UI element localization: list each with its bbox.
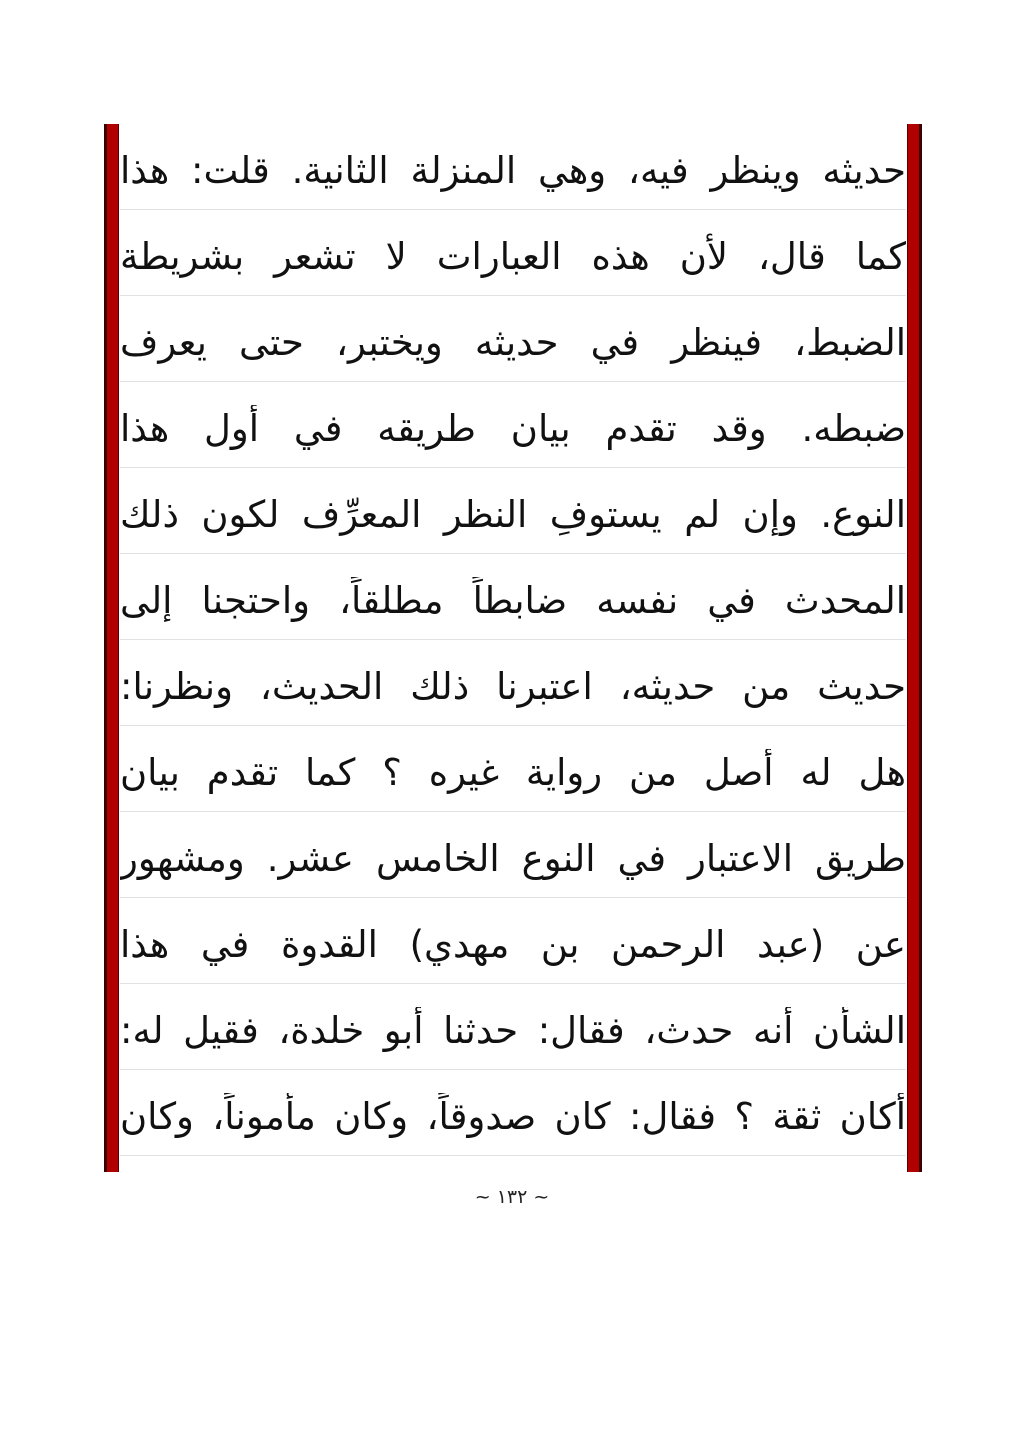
text-line bbox=[120, 382, 906, 468]
text-line bbox=[120, 468, 906, 554]
text-line bbox=[120, 984, 906, 1070]
right-border bbox=[907, 124, 922, 1172]
text-line bbox=[120, 124, 906, 210]
text-line-content: عن (عبد الرحمن بن مهدي) القدوة في هذا bbox=[120, 923, 906, 966]
text-line bbox=[120, 1070, 906, 1156]
text-line bbox=[120, 812, 906, 898]
text-line-content: النوع. وإن لم يستوفِ النظر المعرِّف لكون ذلك bbox=[120, 493, 906, 536]
text-line-content: طريق الاعتبار في النوع الخامس عشر. ومشهور bbox=[120, 837, 906, 880]
text-line-content: حديثه وينظر فيه، وهي المنزلة الثانية. قلت: هذا bbox=[120, 149, 906, 192]
text-line-content: ضبطه. وقد تقدم بيان طريقه في أول هذا bbox=[120, 407, 906, 450]
text-line bbox=[120, 554, 906, 640]
page-number: ~ ١٣٢ ~ bbox=[474, 1186, 550, 1208]
page-frame bbox=[104, 124, 922, 1172]
left-border bbox=[104, 124, 119, 1172]
text-line-content: المحدث في نفسه ضابطاً مطلقاً، واحتجنا إلى bbox=[120, 579, 906, 622]
text-line bbox=[120, 296, 906, 382]
text-line-content: أكان ثقة ؟ فقال: كان صدوقاً، وكان مأموناً، وكان bbox=[120, 1095, 906, 1138]
text-line-content: كما قال، لأن هذه العبارات لا تشعر بشريطة bbox=[120, 235, 906, 278]
text-line-content: هل له أصل من رواية غيره ؟ كما تقدم بيان bbox=[120, 751, 906, 794]
text-body bbox=[120, 124, 906, 1172]
text-line bbox=[120, 210, 906, 296]
text-line-content: الشأن أنه حدث، فقال: حدثنا أبو خلدة، فقيل له: bbox=[120, 1009, 906, 1052]
text-line-content: حديث من حديثه، اعتبرنا ذلك الحديث، ونظرنا: bbox=[120, 665, 906, 708]
text-line-content: الضبط، فينظر في حديثه ويختبر، حتى يعرف bbox=[120, 321, 906, 364]
text-line bbox=[120, 726, 906, 812]
text-line bbox=[120, 640, 906, 726]
text-line bbox=[120, 898, 906, 984]
